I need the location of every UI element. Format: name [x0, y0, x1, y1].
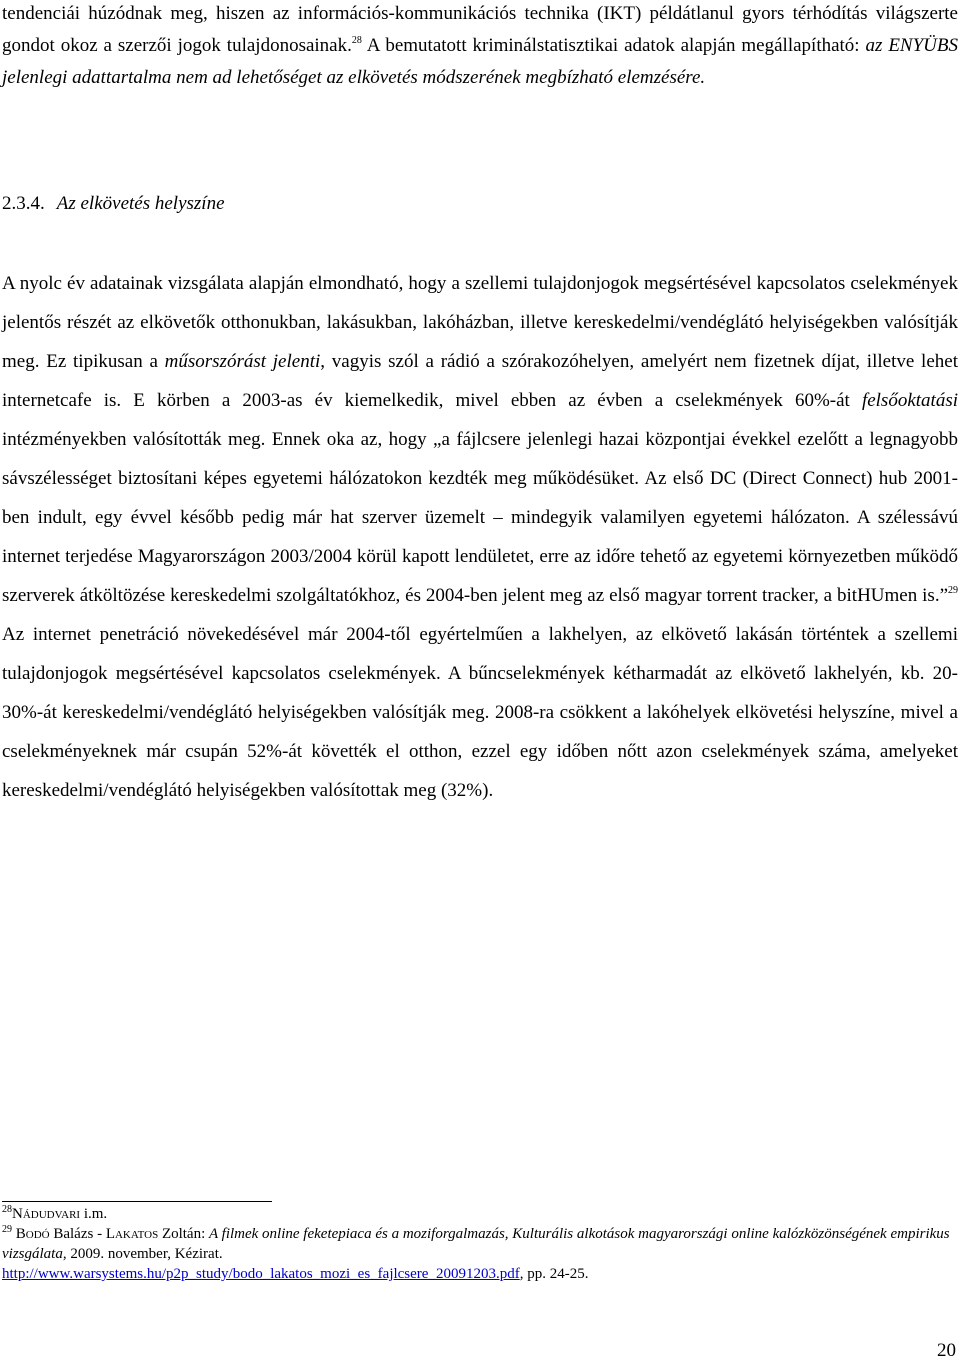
section-heading	[2, 190, 225, 218]
footnote-29-number: 29	[2, 1224, 12, 1235]
footnote-28-author: Nádudvari	[12, 1206, 81, 1222]
conclusion-italic: az ENYÜBS jelenlegi adattartalma nem ad lehetőséget az elkövetés módszerének megbízható elemzésére.	[2, 35, 958, 88]
paragraph-intro	[2, 0, 958, 94]
conclusion-text: A bemutatott kriminálstatisztikai adatok alapján megállapítható:	[366, 35, 866, 56]
body-sentence-5: Az internet penetráció növekedésével már 2004-től egyértelműen a lakhelyen, az elkövető lakásán történtek a szellemi tulajdonjogok megsértésével kapcsolatos cselekmények. A bűncselekmények kétharmadát az elkövető lakhelyén, kb. 20-30%-át kereskedelmi/vendéglátó helyiségekben valósítják meg. 2008-ra csökkent a lakóhelyek elkövetési helyszíne, mivel a cselekményeknek már csupán 52%-át követték el otthon, ezzel egy időben nőtt azon cselekmények száma, amelyeket kereskedelmi/vendéglátó helyiségekben valósítottak meg (32%).	[2, 624, 958, 801]
footnote-29-link[interactable]: http://www.warsystems.hu/p2p_study/bodo_lakatos_mozi_es_fajlcsere_20091203.pdf	[2, 1266, 520, 1282]
paragraph-body	[2, 264, 958, 810]
footnote-ref-28[interactable]: 28	[351, 35, 362, 46]
section-title: Az elkövetés helyszíne	[56, 193, 225, 214]
body-sentence-3: E körben a 2003-as év kiemelkedik, mivel ebben az évben a cselekmények 60%-át	[133, 390, 862, 411]
footnote-28-number: 28	[2, 1204, 12, 1215]
footnote-28	[2, 1204, 958, 1224]
footnote-29	[2, 1224, 958, 1284]
footnote-29-given-2: Zoltán:	[158, 1226, 210, 1242]
section-number: 2.3.4.	[2, 193, 45, 214]
footnote-29-details: , 2009. november, Kézirat.	[62, 1246, 223, 1262]
footnote-separator	[2, 1201, 272, 1202]
footnote-29-given-1: Balázs -	[49, 1226, 106, 1242]
body-italic-2: felsőoktatási	[861, 390, 958, 411]
footnote-29-author-1: Bodó	[15, 1226, 50, 1242]
footnote-29-pages: , pp. 24-25.	[519, 1266, 589, 1282]
body-sentence-4: intézményekben valósították meg. Ennek oka az, hogy „a fájlcsere jelenlegi hazai központjai évekkel ezelőtt a legnagyobb sávszélességet biztosítani képes egyetemi hálózatokon kezdték meg működésüket. Az első DC (Direct Connect) hub 2001-ben indult, egy évvel később pedig már hat szerver üzemelt – mindegyik valamilyen egyetemi hálózaton. A szélessávú internet terjedése Magyarországon 2003/2004 körül kapott lendületet, erre az időre tehető az egyetemi környezetben működő szerverek átköltözése kereskedelmi szolgáltatókhoz, és 2004-ben jelent meg az első magyar torrent tracker, a bitHUmen is.”	[2, 429, 958, 606]
footnote-29-author-2: Lakatos	[105, 1226, 159, 1242]
footnote-28-text: i.m.	[80, 1206, 108, 1222]
footnote-29-title: A filmek online feketepiaca és a moziforgalmazás, Kulturális alkotások magyarországi online kalózközönségének empirikus vizsgálata	[2, 1226, 950, 1262]
page-number: 20	[937, 1340, 956, 1361]
body-sentence-2: , vagyis szól a rádió a szórakozóhelyen, amelyért nem fizetnek díjat, illetve lehet internetcafe is.	[2, 351, 958, 411]
body-sentence-1: A nyolc év adatainak vizsgálata alapján elmondható, hogy a szellemi tulajdonjogok megsértésével kapcsolatos cselekmények jelentős részét az elkövetők otthonukban, lakásukban, lakóházban, illetve kereskedelmi/vendéglátó helyiségekben valósítják meg. Ez tipikusan a	[2, 273, 958, 372]
intro-text: tendenciái húzódnak meg, hiszen az információs-kommunikációs technika (IKT) példátlanul gyors térhódítás világszerte gondot okoz a szerzői jogok tulajdonosainak.	[2, 3, 958, 56]
body-italic-1: műsorszórást jelenti	[164, 351, 321, 372]
footnote-ref-29[interactable]: 29	[948, 585, 958, 596]
